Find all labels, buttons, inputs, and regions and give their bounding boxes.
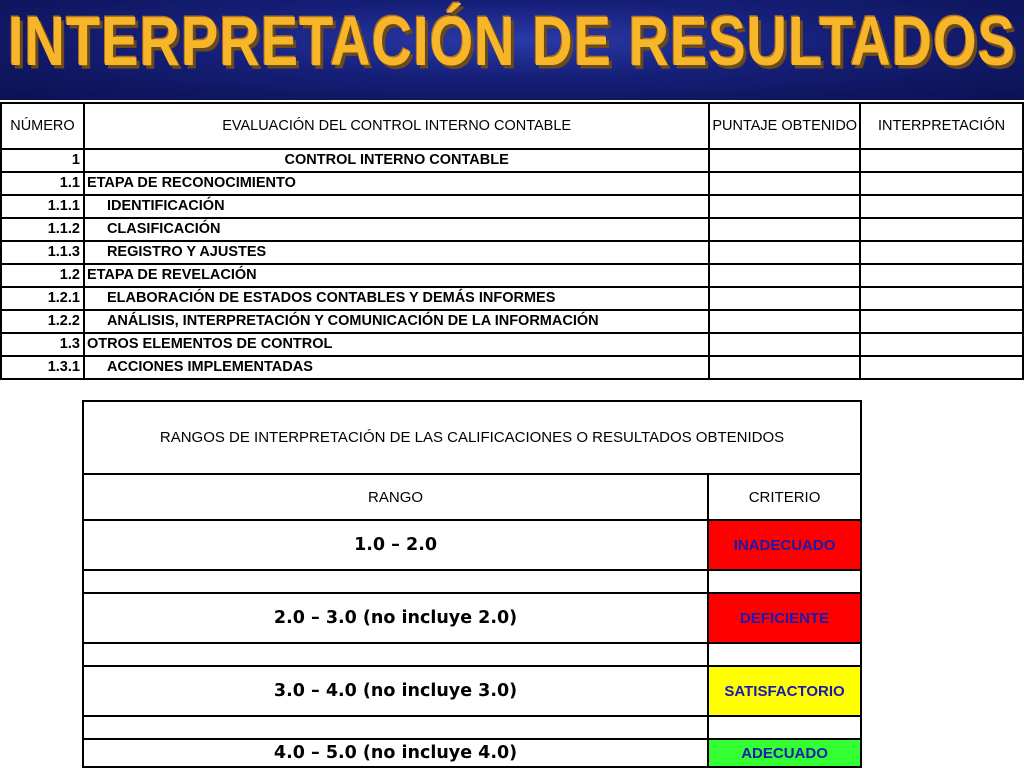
row-number: 1.1.3 [1, 241, 84, 264]
title-banner [0, 0, 1024, 100]
criterion-badge-inadecuado: INADECUADO [708, 520, 861, 570]
spacer-row [83, 716, 861, 739]
row-score-cell[interactable] [709, 264, 860, 287]
table-row [1, 356, 1023, 379]
row-interpretation-cell[interactable] [860, 310, 1023, 333]
spacer-cell [708, 716, 861, 739]
row-evaluation: CLASIFICACIÓN [84, 218, 709, 241]
table-row [1, 218, 1023, 241]
ranges-table [82, 400, 862, 768]
row-score-cell[interactable] [709, 218, 860, 241]
row-number: 1 [1, 149, 84, 172]
page-title: INTERPRETACIÓN DE RESULTADOS [7, 1, 1017, 80]
header-numero: NÚMERO [1, 103, 84, 149]
range-row [83, 739, 861, 767]
row-score-cell[interactable] [709, 149, 860, 172]
row-number: 1.1.1 [1, 195, 84, 218]
ranges-title-row [83, 401, 861, 474]
row-number: 1.3 [1, 333, 84, 356]
criterion-badge-satisfactorio: SATISFACTORIO [708, 666, 861, 716]
row-score-cell[interactable] [709, 172, 860, 195]
row-evaluation: ELABORACIÓN DE ESTADOS CONTABLES Y DEMÁS INFORMES [84, 287, 709, 310]
row-number: 1.3.1 [1, 356, 84, 379]
row-evaluation: ETAPA DE REVELACIÓN [84, 264, 709, 287]
spacer-row [83, 570, 861, 593]
spacer-cell [708, 643, 861, 666]
row-score-cell[interactable] [709, 310, 860, 333]
row-evaluation: IDENTIFICACIÓN [84, 195, 709, 218]
spacer-cell [83, 643, 708, 666]
row-interpretation-cell[interactable] [860, 333, 1023, 356]
row-interpretation-cell[interactable] [860, 149, 1023, 172]
table-row [1, 264, 1023, 287]
header-rango: RANGO [83, 474, 708, 520]
spacer-row [83, 643, 861, 666]
header-interpretacion: INTERPRETACIÓN [860, 103, 1023, 149]
row-interpretation-cell[interactable] [860, 172, 1023, 195]
row-evaluation: ANÁLISIS, INTERPRETACIÓN Y COMUNICACIÓN DE LA INFORMACIÓN [84, 310, 709, 333]
header-puntaje: PUNTAJE OBTENIDO [709, 103, 860, 149]
row-interpretation-cell[interactable] [860, 241, 1023, 264]
row-interpretation-cell[interactable] [860, 264, 1023, 287]
table-row [1, 195, 1023, 218]
row-evaluation: ACCIONES IMPLEMENTADAS [84, 356, 709, 379]
ranges-header-row [83, 474, 861, 520]
row-evaluation: REGISTRO Y AJUSTES [84, 241, 709, 264]
row-interpretation-cell[interactable] [860, 195, 1023, 218]
table-row [1, 149, 1023, 172]
evaluation-table [0, 102, 1024, 380]
spacer-cell [83, 716, 708, 739]
row-number: 1.2.1 [1, 287, 84, 310]
row-number: 1.2.2 [1, 310, 84, 333]
spacer-cell [708, 570, 861, 593]
range-value: 3.0 – 4.0 (no incluye 3.0) [83, 666, 708, 716]
row-interpretation-cell[interactable] [860, 287, 1023, 310]
range-value: 1.0 – 2.0 [83, 520, 708, 570]
table-row [1, 287, 1023, 310]
table-row [1, 241, 1023, 264]
range-value: 4.0 – 5.0 (no incluye 4.0) [83, 739, 708, 767]
ranges-title: RANGOS DE INTERPRETACIÓN DE LAS CALIFICACIONES O RESULTADOS OBTENIDOS [83, 401, 861, 474]
criterion-badge-deficiente: DEFICIENTE [708, 593, 861, 643]
table-row [1, 172, 1023, 195]
range-row [83, 666, 861, 716]
row-evaluation: ETAPA DE RECONOCIMIENTO [84, 172, 709, 195]
row-score-cell[interactable] [709, 195, 860, 218]
spacer-cell [83, 570, 708, 593]
row-interpretation-cell[interactable] [860, 218, 1023, 241]
header-evaluacion: EVALUACIÓN DEL CONTROL INTERNO CONTABLE [84, 103, 709, 149]
row-interpretation-cell[interactable] [860, 356, 1023, 379]
range-value: 2.0 – 3.0 (no incluye 2.0) [83, 593, 708, 643]
row-score-cell[interactable] [709, 241, 860, 264]
range-row [83, 520, 861, 570]
header-criterio: CRITERIO [708, 474, 861, 520]
table-row [1, 333, 1023, 356]
row-number: 1.1 [1, 172, 84, 195]
row-evaluation: OTROS ELEMENTOS DE CONTROL [84, 333, 709, 356]
range-row [83, 593, 861, 643]
row-score-cell[interactable] [709, 333, 860, 356]
table-row [1, 310, 1023, 333]
row-evaluation: CONTROL INTERNO CONTABLE [84, 149, 709, 172]
evaluation-header-row [1, 103, 1023, 149]
row-score-cell[interactable] [709, 287, 860, 310]
row-number: 1.2 [1, 264, 84, 287]
criterion-badge-adecuado: ADECUADO [708, 739, 861, 767]
row-number: 1.1.2 [1, 218, 84, 241]
row-score-cell[interactable] [709, 356, 860, 379]
